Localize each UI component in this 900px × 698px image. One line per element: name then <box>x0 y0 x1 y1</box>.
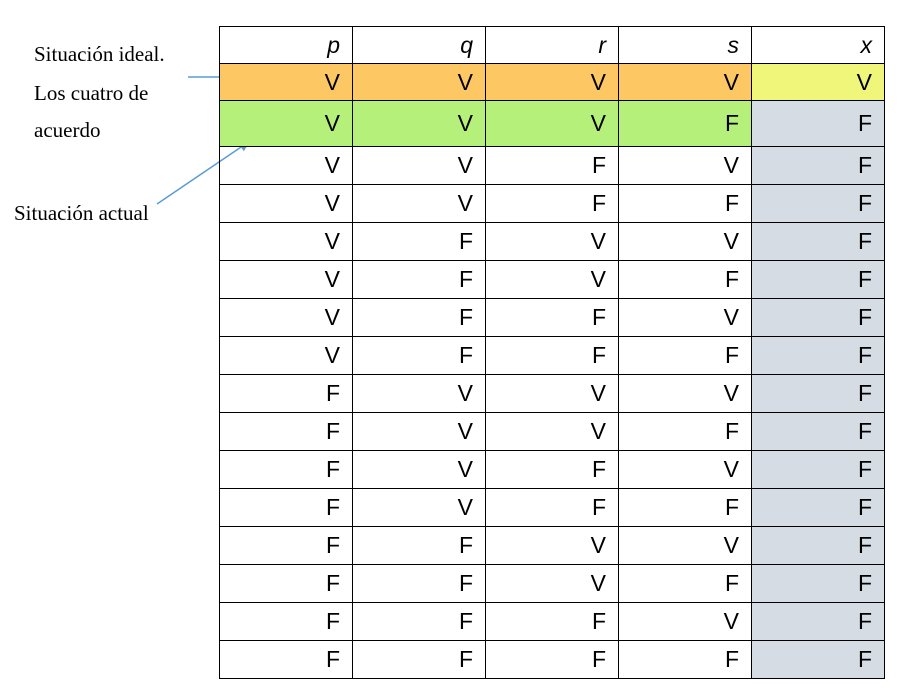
cell-s: F <box>619 337 752 375</box>
cell-q: V <box>353 413 486 451</box>
cell-s: V <box>619 64 752 101</box>
cell-s: F <box>619 565 752 603</box>
cell-r: F <box>486 147 619 185</box>
cell-x: F <box>752 223 885 261</box>
cell-p: F <box>220 413 353 451</box>
cell-q: F <box>353 261 486 299</box>
cell-s: F <box>619 413 752 451</box>
table-row <box>220 223 885 261</box>
cell-x: F <box>752 375 885 413</box>
cell-r: V <box>486 223 619 261</box>
cell-p: V <box>220 185 353 223</box>
cell-s: F <box>619 101 752 147</box>
table-row <box>220 375 885 413</box>
header-q: q <box>353 27 486 64</box>
table-row <box>220 337 885 375</box>
cell-r: F <box>486 641 619 679</box>
cell-p: V <box>220 101 353 147</box>
table-row <box>220 527 885 565</box>
cell-r: F <box>486 299 619 337</box>
cell-r: V <box>486 64 619 101</box>
cell-q: F <box>353 337 486 375</box>
cell-x: F <box>752 451 885 489</box>
cell-x: F <box>752 299 885 337</box>
cell-p: F <box>220 641 353 679</box>
cell-s: V <box>619 223 752 261</box>
cell-x: F <box>752 337 885 375</box>
cell-s: V <box>619 527 752 565</box>
cell-p: V <box>220 337 353 375</box>
truth-table <box>219 26 885 679</box>
cell-x: F <box>752 641 885 679</box>
cell-q: F <box>353 565 486 603</box>
table-row <box>220 101 885 147</box>
cell-r: V <box>486 375 619 413</box>
cell-s: F <box>619 261 752 299</box>
cell-r: V <box>486 101 619 147</box>
cell-p: V <box>220 64 353 101</box>
table-row <box>220 261 885 299</box>
table-row <box>220 641 885 679</box>
table-row <box>220 64 885 101</box>
table-row <box>220 299 885 337</box>
cell-p: F <box>220 489 353 527</box>
cell-p: F <box>220 451 353 489</box>
table-row <box>220 603 885 641</box>
cell-r: V <box>486 413 619 451</box>
table-row <box>220 185 885 223</box>
cell-x: F <box>752 185 885 223</box>
cell-s: F <box>619 641 752 679</box>
cell-s: V <box>619 451 752 489</box>
cell-p: V <box>220 261 353 299</box>
cell-x: F <box>752 261 885 299</box>
cell-r: V <box>486 565 619 603</box>
cell-q: F <box>353 527 486 565</box>
header-p: p <box>220 27 353 64</box>
cell-q: F <box>353 223 486 261</box>
cell-r: F <box>486 603 619 641</box>
cell-r: F <box>486 337 619 375</box>
table-row <box>220 451 885 489</box>
cell-q: V <box>353 64 486 101</box>
table-row <box>220 147 885 185</box>
header-row <box>220 27 885 64</box>
ideal-annotation-line-1: Situación ideal. <box>34 42 165 66</box>
cell-x: F <box>752 603 885 641</box>
cell-x: F <box>752 147 885 185</box>
table-row <box>220 565 885 603</box>
table-row <box>220 413 885 451</box>
ideal-annotation-line-3: acuerdo <box>34 118 101 142</box>
actual-annotation: Situación actual <box>14 201 149 225</box>
cell-r: F <box>486 185 619 223</box>
cell-p: F <box>220 603 353 641</box>
cell-s: V <box>619 147 752 185</box>
header-r: r <box>486 27 619 64</box>
cell-s: V <box>619 603 752 641</box>
cell-x: F <box>752 101 885 147</box>
cell-q: V <box>353 375 486 413</box>
cell-s: V <box>619 299 752 337</box>
cell-q: F <box>353 603 486 641</box>
cell-q: F <box>353 299 486 337</box>
truth-table-body <box>220 64 885 679</box>
cell-q: V <box>353 489 486 527</box>
cell-p: F <box>220 527 353 565</box>
header-s: s <box>619 27 752 64</box>
cell-s: V <box>619 375 752 413</box>
table-row <box>220 489 885 527</box>
cell-p: F <box>220 375 353 413</box>
cell-p: V <box>220 299 353 337</box>
cell-r: V <box>486 261 619 299</box>
cell-q: V <box>353 101 486 147</box>
cell-x: V <box>752 64 885 101</box>
cell-p: V <box>220 223 353 261</box>
ideal-annotation-line-2: Los cuatro de <box>34 81 149 105</box>
cell-x: F <box>752 527 885 565</box>
cell-r: F <box>486 451 619 489</box>
cell-p: F <box>220 565 353 603</box>
cell-p: V <box>220 147 353 185</box>
cell-r: V <box>486 527 619 565</box>
cell-q: F <box>353 641 486 679</box>
cell-q: V <box>353 451 486 489</box>
header-x: x <box>752 27 885 64</box>
cell-s: F <box>619 185 752 223</box>
cell-x: F <box>752 489 885 527</box>
cell-x: F <box>752 565 885 603</box>
cell-q: V <box>353 185 486 223</box>
cell-s: F <box>619 489 752 527</box>
cell-x: F <box>752 413 885 451</box>
cell-q: V <box>353 147 486 185</box>
cell-r: F <box>486 489 619 527</box>
